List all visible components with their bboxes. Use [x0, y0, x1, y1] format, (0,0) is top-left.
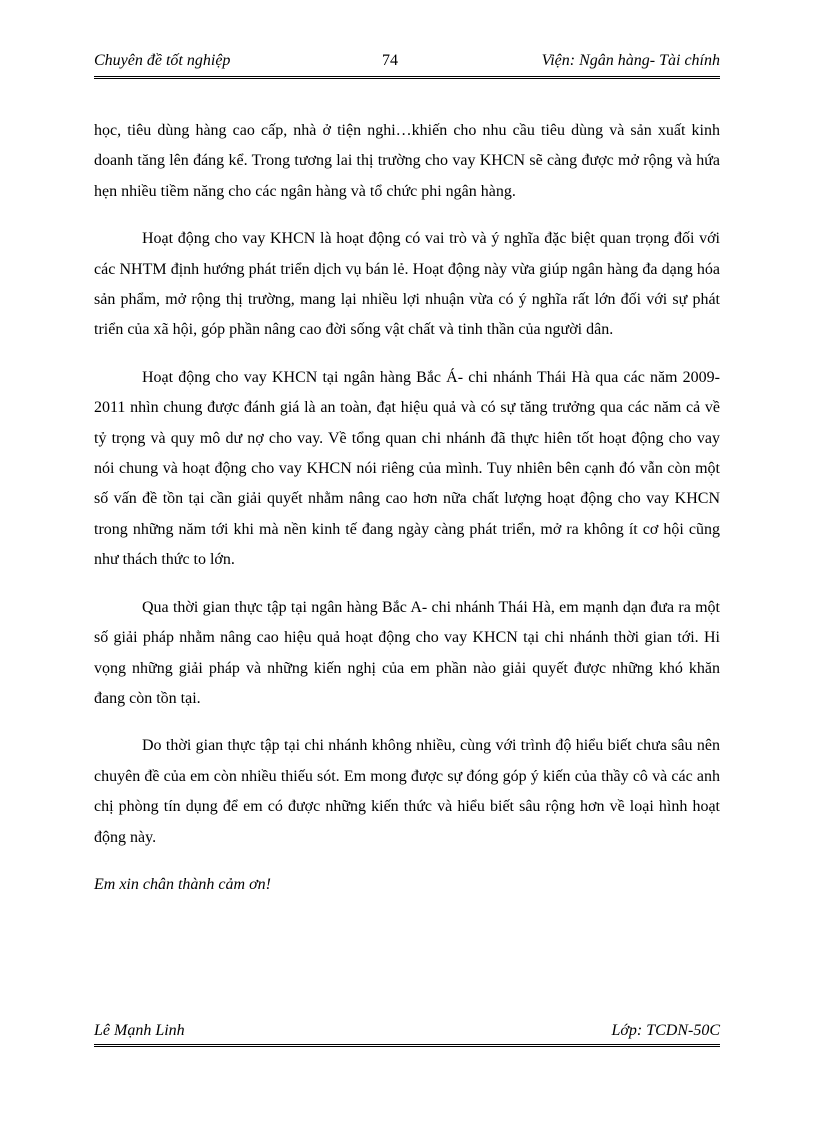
- paragraph-2: Hoạt động cho vay KHCN là hoạt động có vai trò và ý nghĩa đặc biệt quan trọng đối với các NHTM định hướng phát triển dịch vụ bán lẻ. Hoạt động này vừa giúp ngân hàng đa dạng hóa sản phẩm, mở rộng thị trường, mang lại nhiều lợi nhuận vừa có ý nghĩa rất lớn đối với sự phát triển của xã hội, góp phần nâng cao đời sống vật chất và tinh thần của người dân.: [94, 230, 720, 339]
- page-footer: [94, 1022, 720, 1042]
- paragraph-1: học, tiêu dùng hàng cao cấp, nhà ở tiện nghi…khiến cho nhu cầu tiêu dùng và sản xuất kinh doanh tăng lên đáng kể. Trong tương lai thị trường cho vay KHCN sẽ càng được mở rộng và hứa hẹn nhiều tiềm năng cho các ngân hàng và tổ chức phi ngân hàng.: [94, 122, 720, 200]
- body-text: [94, 116, 720, 917]
- footer-divider: [94, 1044, 720, 1047]
- header-title: Chuyên đề tốt nghiệp: [94, 52, 231, 69]
- paragraph-5: Do thời gian thực tập tại chi nhánh không nhiều, cùng với trình độ hiểu biết chưa sâu nên chuyên đề của em còn nhiều thiếu sót. Em mong được sự đóng góp ý kiến của thầy cô và các anh chị phòng tín dụng để em có được những kiến thức và hiểu biết sâu rộng hơn về loại hình hoạt động này.: [94, 737, 720, 846]
- footer-class: Lớp: TCDN-50C: [611, 1022, 720, 1039]
- paragraph-4: Qua thời gian thực tập tại ngân hàng Bắc A- chi nhánh Thái Hà, em mạnh dạn đưa ra một số giải pháp nhằm nâng cao hiệu quả hoạt động cho vay KHCN tại chi nhánh thời gian tới. Hi vọng những giải pháp và những kiến nghị của em phần nào giải quyết được những khó khăn đang còn tồn tại.: [94, 598, 720, 707]
- paragraph-3: Hoạt động cho vay KHCN tại ngân hàng Bắc Á- chi nhánh Thái Hà qua các năm 2009- 2011 nhìn chung được đánh giá là an toàn, đạt hiệu quả và có sự tăng trưởng qua các năm cả về tỷ trọng và quy mô dư nợ cho vay. Về tổng quan chi nhánh đã thực hiên tốt hoạt động cho vay nói chung và hoạt động cho vay KHCN nói riêng của mình. Tuy nhiên bên cạnh đó vẫn còn một số vấn đề tồn tại cần giải quyết nhằm nâng cao hơn nữa chất lượng hoạt động cho vay KHCN trong những năm tới khi mà nền kinh tế đang ngày càng phát triển, mở ra không ít cơ hội cũng như thách thức to lớn.: [94, 368, 720, 569]
- header-institute: Viện: Ngân hàng- Tài chính: [541, 52, 720, 69]
- page-header: [94, 50, 720, 79]
- closing-line: Em xin chân thành cảm ơn!: [94, 875, 271, 893]
- page-number: 74: [382, 52, 398, 69]
- footer-author: Lê Mạnh Linh: [94, 1022, 185, 1039]
